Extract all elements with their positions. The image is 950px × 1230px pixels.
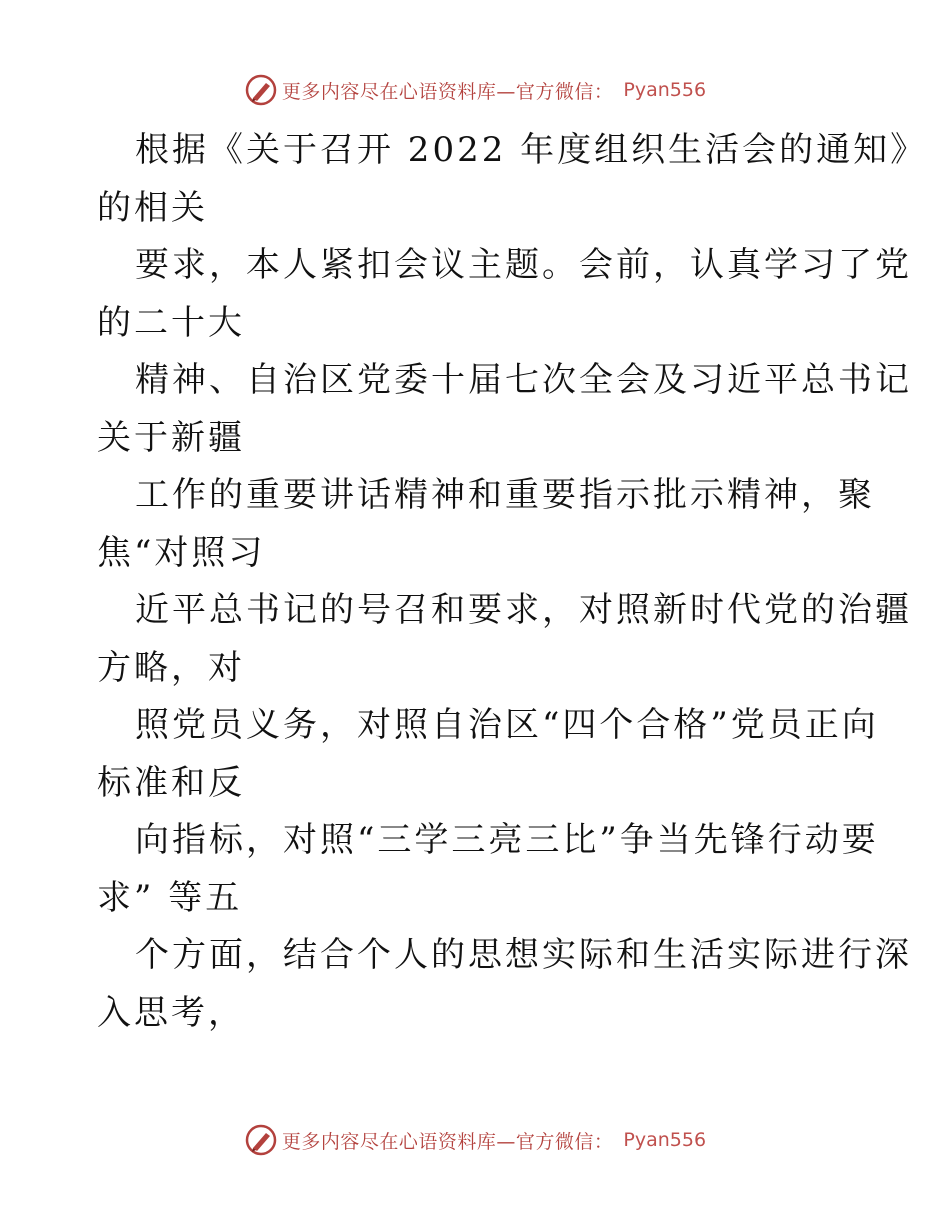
pen-logo-icon <box>244 1123 278 1157</box>
body-line: 向指标，对照“三学三亮三比”争当先锋行动要 <box>135 820 879 860</box>
footer-watermark <box>0 1120 950 1160</box>
body-line: 方略，对 <box>97 647 245 688</box>
watermark-text: 更多内容尽在心语资料库—官方微信： <box>281 1130 614 1153</box>
watermark-wechat-id: Pyan556 <box>623 1129 707 1151</box>
body-line: 根据《关于召开 2022 年度组织生活会的通知》 <box>135 130 928 170</box>
body-line: 入思考， <box>97 992 245 1033</box>
body-line: 求” 等五 <box>97 877 243 918</box>
body-line: 照党员义务，对照自治区“四个合格”党员正向 <box>135 705 879 745</box>
body-line: 标准和反 <box>97 762 245 803</box>
watermark-text: 更多内容尽在心语资料库—官方微信： <box>281 80 614 103</box>
body-line: 的相关 <box>97 187 208 228</box>
body-line: 关于新疆 <box>97 417 245 458</box>
document-body <box>97 122 928 1042</box>
body-line: 要求，本人紧扣会议主题。会前，认真学习了党 <box>135 245 912 285</box>
watermark-wechat-id: Pyan556 <box>623 79 707 101</box>
body-line: 近平总书记的号召和要求，对照新时代党的治疆 <box>135 590 912 630</box>
body-line: 工作的重要讲话精神和重要指示批示精神，聚 <box>135 475 875 515</box>
pen-logo-icon <box>244 73 278 107</box>
body-line: 焦“对照习 <box>97 532 266 573</box>
body-line: 个方面，结合个人的思想实际和生活实际进行深 <box>135 935 912 975</box>
header-watermark <box>0 70 950 110</box>
body-line: 精神、自治区党委十届七次全会及习近平总书记 <box>135 360 912 400</box>
body-line: 的二十大 <box>97 302 245 343</box>
